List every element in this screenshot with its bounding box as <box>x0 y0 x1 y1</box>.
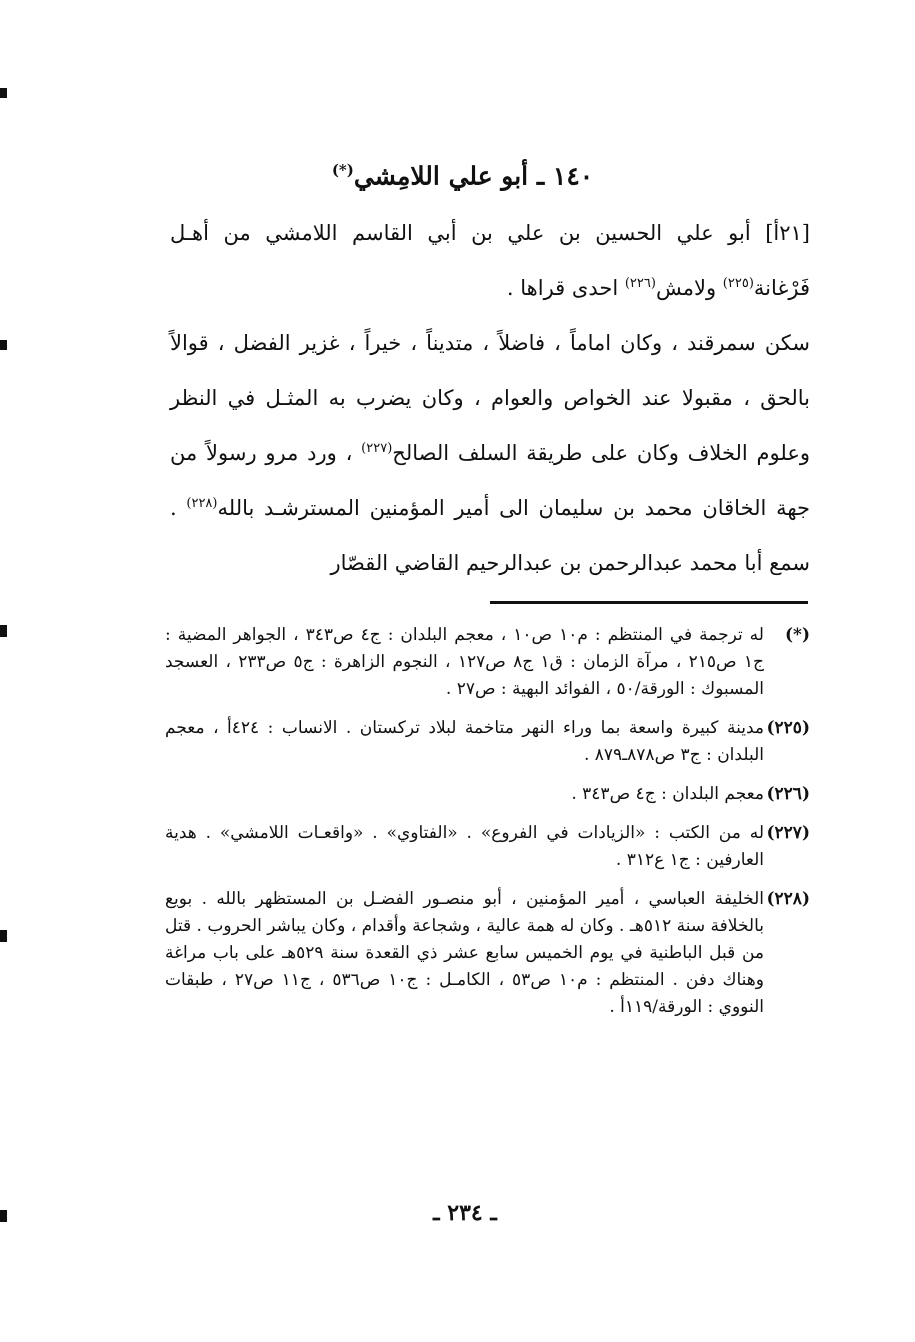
footnote-text: له من الكتب : «الزيادات في الفروع» . «الفتاوي» . «واقعـات اللامشي» . هدية العارفين : ج١ ع٣١٢ . <box>165 823 764 870</box>
margin-mark <box>0 1210 7 1222</box>
footnote-ref: (٢٢٥) <box>722 276 754 291</box>
body-paragraph: [٢١أ] أبو علي الحسين بن علي بن أبي القاسم اللامشي من أهـل فَرْغانة$^{(٢٢٥)}$ ولامش$^{(٢٢٦)}$ احدى قراها . <box>170 221 810 300</box>
entry-heading <box>300 152 625 194</box>
footnote <box>165 622 810 703</box>
footnote-text: له ترجمة في المنتظم : م١٠ ص١٠ ، معجم البلدان : ج٤ ص٣٤٣ ، الجواهر المضية : ج١ ص٢١٥ ، مرآة الزمان : ق١ ج٨ ص١٢٧ ، النجوم الزاهرة : ج٥ ص٢٣٣ ، العسجد المسبوك : الورقة/٥٠ ، الفوائد البهية : ص٢٧ . <box>165 625 764 699</box>
entry-name: أبو علي اللامِشي <box>353 161 529 191</box>
heading-note-marker: (*) <box>331 161 354 179</box>
footnote-text: الخليفة العباسي ، أمير المؤمنين ، أبو منصـور الفضـل بن المستظهر بالله . بويع بالخلافة سنة ٥١٢هـ . وكان له همة عالية ، وشجاعة وأقدام ، وكان يباشر الحروب . قتل من قبل الباطنية في يوم الخميس سابع عشر ذي القعدة سنة ٥٢٩هـ على باب مراغة وهناك دفن . المنتظم : م١٠ ص٥٣ ، الكامـل : ج١٠ ص٥٣٦ ، ج١١ ص٢٧ ، طبقات النووي : الورقة/١١٩أ . <box>165 889 765 1017</box>
footnote <box>165 820 810 874</box>
footnote-text: معجم البلدان : ج٤ ص٣٤٣ . <box>571 784 764 804</box>
footnote-number: (٢٢٦) <box>766 784 810 804</box>
footnote-ref: (٢٢٦) <box>624 276 656 291</box>
margin-mark <box>0 88 7 98</box>
footnote <box>165 886 810 1021</box>
footnote <box>165 715 810 769</box>
footnote-ref: (٢٢٧) <box>361 441 393 456</box>
footnote-text: مدينة كبيرة واسعة بما وراء النهر متاخمة لبلاد تركستان . الانساب : ٤٢٤أ ، معجم البلدان : ج٣ ص٨٧٨ـ٨٧٩ . <box>165 718 764 765</box>
body-paragraph: سكن سمرقند ، وكان اماماً ، فاضلاً ، متديناً ، خيراً ، غزير الفضل ، قوالاً بالحق ، مقبولا عند الخواص والعوام ، وكان يضرب به المثـل في النظر وعلوم الخلاف وكان على طريقة السلف الصالح$^{(٢٢٧)}$ ، ورد مرو رسولاً من جهة الخاقان محمد بن سليمان الى أمير المؤمنين المسترشـد بالله$^{(٢٢٨)}$ . سمع أبا محمد عبدالرحمن بن عبدالرحيم القاضي القصّار <box>170 331 811 575</box>
footnote-divider <box>490 601 808 604</box>
entry-body <box>170 206 810 591</box>
margin-mark <box>0 625 7 637</box>
margin-mark <box>0 340 7 350</box>
footnote <box>165 781 810 808</box>
footnote-number: (*) <box>785 625 810 645</box>
footnote-number: (٢٢٧) <box>766 823 810 843</box>
margin-mark <box>0 930 7 942</box>
footnote-number: (٢٢٥) <box>766 718 810 738</box>
entry-number: ١٤٠ ـ <box>536 161 594 191</box>
footnote-number: (٢٢٨) <box>766 889 810 909</box>
footnotes <box>165 622 810 1033</box>
page-number: ـ ٢٣٤ ـ <box>433 1200 497 1226</box>
footnote-ref: (٢٢٨) <box>186 496 218 511</box>
